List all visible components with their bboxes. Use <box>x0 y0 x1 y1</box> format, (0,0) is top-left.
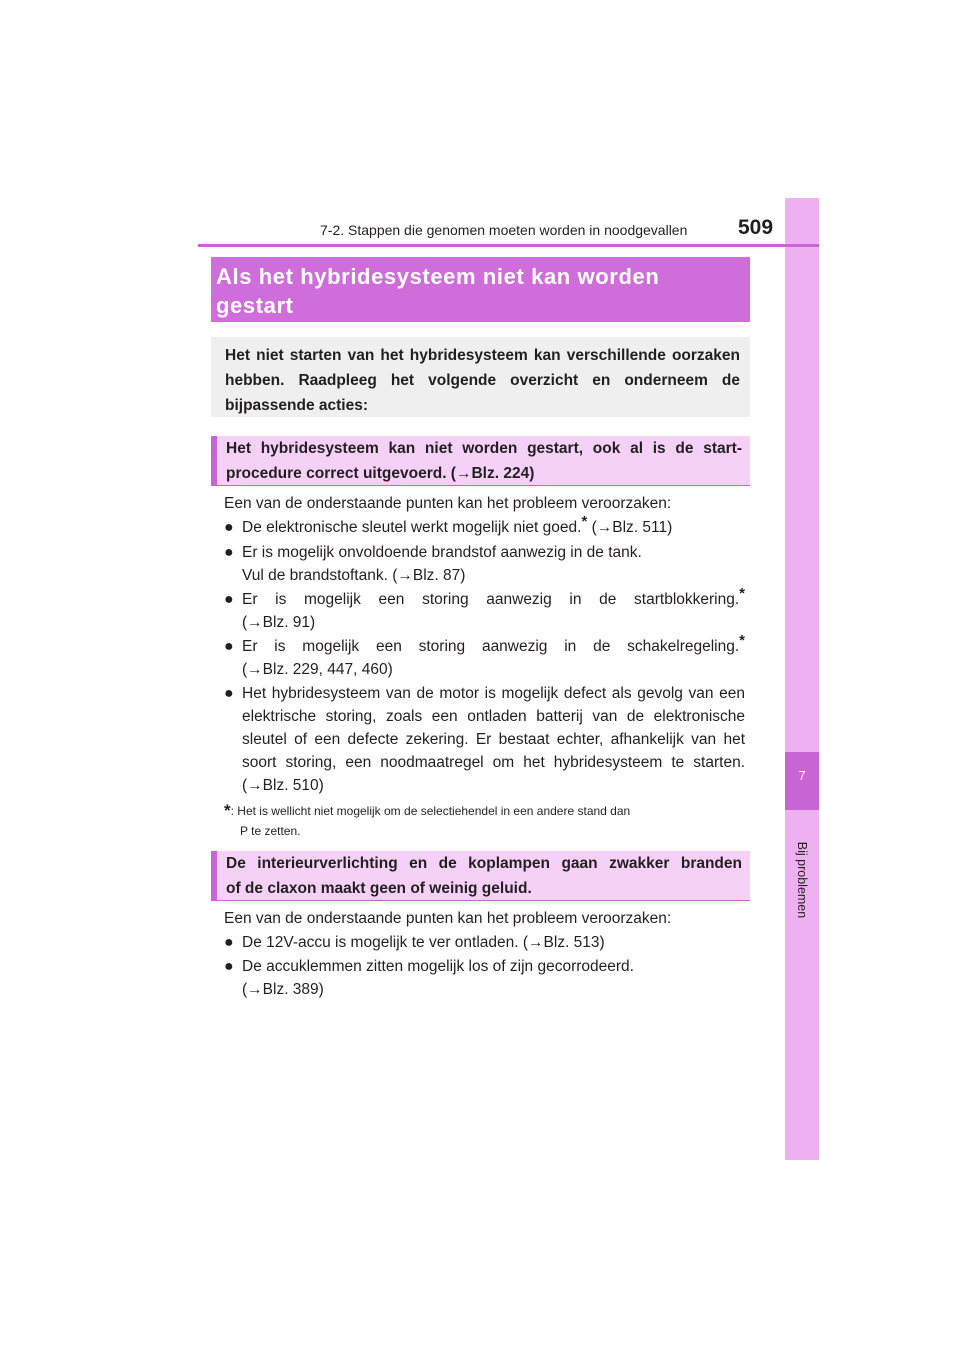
bullet-text: Er is mogelijk onvoldoende brandstof aanwezig in de tank. <box>242 544 642 561</box>
chapter-label: Bij problemen <box>795 841 809 919</box>
bullet-text-cont: Vul de brandstoftank. (→Blz. 87) <box>242 567 466 584</box>
section1-lead: Een van de onderstaande punten kan het probleem veroorzaken: <box>224 495 672 512</box>
bullet-icon: ● <box>224 638 234 655</box>
page-title <box>211 257 750 322</box>
title-line-1: Als het hybridesysteem niet kan worden <box>216 264 660 289</box>
page-reference: (→Blz. 389) <box>242 981 324 998</box>
list-item <box>224 541 745 587</box>
bullet-icon: ● <box>224 591 234 608</box>
bullet-icon: ● <box>224 934 234 951</box>
title-line-2: gestart <box>216 293 294 318</box>
bullet-icon: ● <box>224 685 234 702</box>
intro-box: Het niet starten van het hybridesysteem kan verschillende oorzaken hebben. Raadpleeg het volgende overzicht en onderneem de bijpassende acties: <box>211 337 750 417</box>
asterisk-marker: * <box>581 513 588 530</box>
list-item <box>224 931 745 954</box>
bullet-text: De 12V-accu is mogelijk te ver ontladen. (→Blz. 513) <box>242 934 605 951</box>
footnote-text-cont: P te zetten. <box>240 824 301 838</box>
bullet-icon: ● <box>224 544 234 561</box>
chapter-number-tab <box>785 752 819 810</box>
bullet-icon: ● <box>224 519 234 536</box>
bullet-text: De accuklemmen zitten mogelijk los of zijn gecorrodeerd. <box>242 958 634 975</box>
subheading-line-2: procedure correct uitgevoerd. (→Blz. 224) <box>226 465 535 482</box>
page-number: 509 <box>738 216 774 239</box>
bullet-icon: ● <box>224 958 234 975</box>
list-item <box>224 585 745 634</box>
footnote <box>224 801 745 841</box>
subheading-line-1: Het hybridesysteem kan niet worden gestart, ook al is de start- <box>226 440 742 457</box>
list-item <box>224 513 745 539</box>
list-item <box>224 632 745 681</box>
page-reference: (→Blz. 91) <box>242 614 316 631</box>
section2-lead: Een van de onderstaande punten kan het probleem veroorzaken: <box>224 910 672 927</box>
section-header: 7-2. Stappen die genomen moeten worden in noodgevallen <box>320 222 688 238</box>
list-item <box>224 682 745 797</box>
bullet-text: De elektronische sleutel werkt mogelijk niet goed. <box>242 519 582 536</box>
page-reference: (→Blz. 229, 447, 460) <box>242 661 393 678</box>
chapter-number: 7 <box>798 768 806 783</box>
asterisk-marker: * <box>739 632 745 649</box>
page-reference: (→Blz. 511) <box>587 519 673 536</box>
bullet-text: Er is mogelijk een storing aanwezig in de startblokkering. <box>242 591 740 608</box>
bullet-text: Er is mogelijk een storing aanwezig in de schakelregeling. <box>242 638 740 655</box>
subheading-line-2: of de claxon maakt geen of weinig geluid. <box>226 880 532 897</box>
asterisk-marker: * <box>739 585 745 602</box>
subheading-lights-dim <box>211 851 750 901</box>
footnote-marker: * <box>224 801 231 820</box>
chapter-side-tab <box>785 198 819 1160</box>
list-item <box>224 955 745 1001</box>
footnote-text: : Het is wellicht niet mogelijk om de selectiehendel in een andere stand dan <box>230 804 631 818</box>
header-rule <box>198 244 819 247</box>
subheading-start-procedure <box>211 436 750 486</box>
bullet-text: Het hybridesysteem van de motor is mogelijk defect als gevolg van een elektrische storing, zoals een ontladen batterij van de elektronische sleutel of een defecte zekering. Er bestaat echter, afhankelijk van het soort storing, een noodmaatregel om het hybridesysteem te starten. (→Blz. 510) <box>242 685 745 794</box>
subheading-line-1: De interieurverlichting en de koplampen gaan zwakker branden <box>226 855 742 872</box>
